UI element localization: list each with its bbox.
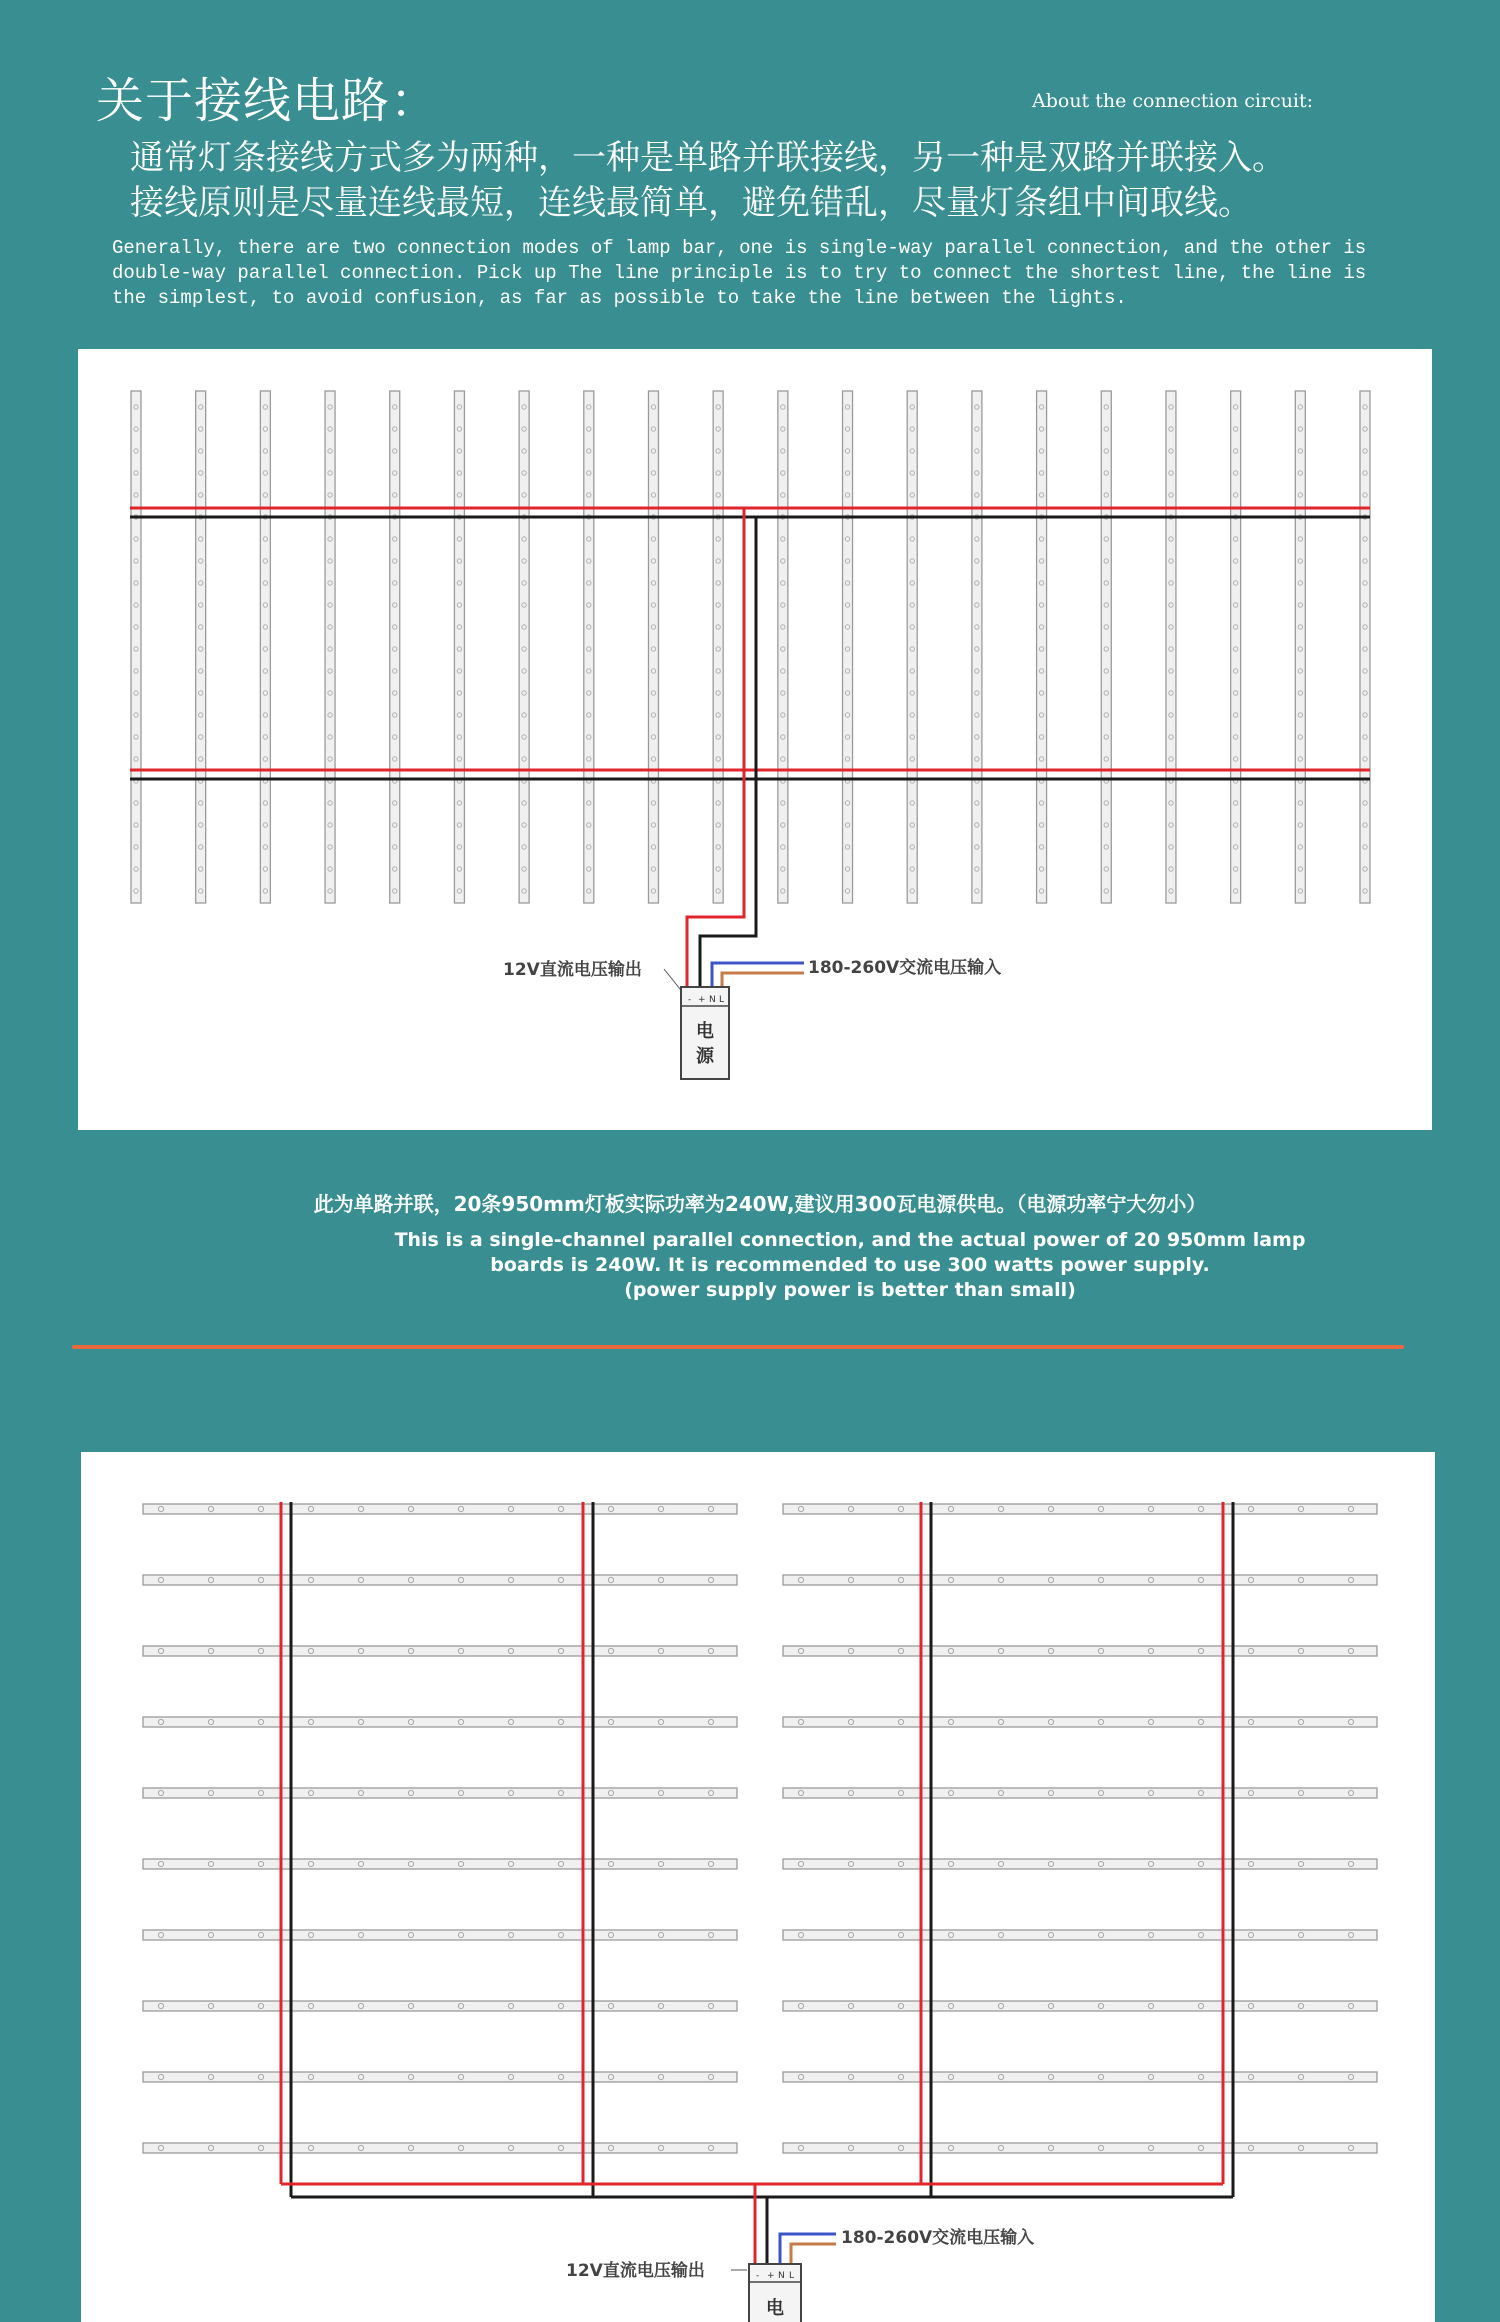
vertical-lamp-bars [131,391,1370,903]
lamp-bar [143,1717,737,1727]
caption-english-line-3: (power supply power is better than small) [624,1279,1076,1301]
dc-label-leader [664,969,680,989]
terminal-n-label: N [709,995,716,1005]
terminal-minus-label: - [756,2271,760,2281]
intro-chinese-line-2: 接线原则是尽量连线最短，连线最简单，避免错乱，尽量灯条组中间取线。 [130,183,1252,223]
power-supply-label-2: 源 [696,1046,714,1067]
lamp-bar [648,391,658,903]
lamp-bar [584,391,594,903]
intro-english: Generally, there are two connection modes of lamp bar, one is single-way parallel connection, and the other is double-way parallel connection. Pick up The line principle is to try to connect the shortest line, the line is the simplest, to avoid confusion, as far as possible to take the line between the lights. [112,237,1367,309]
lamp-bar [783,1646,1377,1656]
lamp-bar [196,391,206,903]
lamp-bar [783,1930,1377,1940]
lamp-bar [143,2001,737,2011]
ac-input-label: 180-260V交流电压输入 [841,2228,1035,2248]
lamp-bar [390,391,400,903]
terminal-n-label: N [778,2271,785,2281]
lamp-bar [143,1788,737,1798]
lamp-bar [1231,391,1241,903]
ac-wire-brown [791,2244,836,2264]
lamp-bar [143,1575,737,1585]
page-title-english: About the connection circuit: [1032,90,1314,112]
lamp-bar [907,391,917,903]
lamp-bar [843,391,853,903]
lamp-bar [143,2072,737,2082]
terminal-l-label: L [719,995,725,1005]
ac-wire-blue [780,2234,836,2264]
single-channel-diagram-panel [78,349,1432,1130]
lamp-bar [783,1575,1377,1585]
lamp-bar [131,391,141,903]
lamp-bar [783,1504,1377,1514]
terminal-plus-label: + [698,995,706,1005]
terminal-l-label: L [789,2271,795,2281]
lamp-bar [972,391,982,903]
caption-english-line-1: This is a single-channel parallel connection, and the actual power of 20 950mm lamp [394,1229,1306,1251]
lamp-bar [783,2143,1377,2153]
power-supply-label-1: 电 [766,2298,784,2319]
lamp-bar [143,1859,737,1869]
power-supply-label-1: 电 [696,1021,714,1042]
lamp-bar [143,1930,737,1940]
dc-output-label: 12V直流电压输出 [566,2261,705,2281]
lamp-bar [783,2001,1377,2011]
terminal-minus-label: - [688,995,692,1005]
lamp-bar [454,391,464,903]
lamp-bar [1037,391,1047,903]
double-channel-diagram-panel [81,1452,1435,2322]
ac-wire-blue [712,963,804,987]
ac-wire-brown [722,973,804,987]
intro-chinese [130,136,1286,226]
section-divider [72,1345,1404,1349]
lamp-bar [1101,391,1111,903]
terminal-plus-label: + [767,2271,775,2281]
lamp-bar [143,2143,737,2153]
caption-chinese: 此为单路并联，20条950mm灯板实际功率为240W,建议用300瓦电源供电。（电源功率宁大勿小） [313,1192,1207,1216]
lamp-bar [783,2072,1377,2082]
dc-output-label: 12V直流电压输出 [503,960,642,980]
lamp-bar [143,1646,737,1656]
lamp-bar [1295,391,1305,903]
single-channel-diagram [78,349,1432,1130]
lamp-bar [783,1859,1377,1869]
lamp-bar [778,391,788,903]
lamp-bar [783,1788,1377,1798]
caption-english-line-2: boards is 240W. It is recommended to use 300 watts power supply. [490,1254,1210,1276]
lamp-bar [325,391,335,903]
horizontal-lamp-bars [143,1504,1377,2153]
lamp-bar [783,1717,1377,1727]
lamp-bar [1166,391,1176,903]
page-title: 关于接线电路： [96,73,440,129]
caption-english [250,1228,1450,1303]
ac-input-label: 180-260V交流电压输入 [808,958,1002,978]
double-channel-diagram [81,1452,1435,2322]
intro-chinese-line-1: 通常灯条接线方式多为两种，一种是单路并联接线，另一种是双路并联接入。 [130,138,1286,178]
lamp-bar [713,391,723,903]
lamp-bar [260,391,270,903]
lamp-bar [143,1504,737,1514]
lamp-bar [1360,391,1370,903]
lamp-bar [519,391,529,903]
